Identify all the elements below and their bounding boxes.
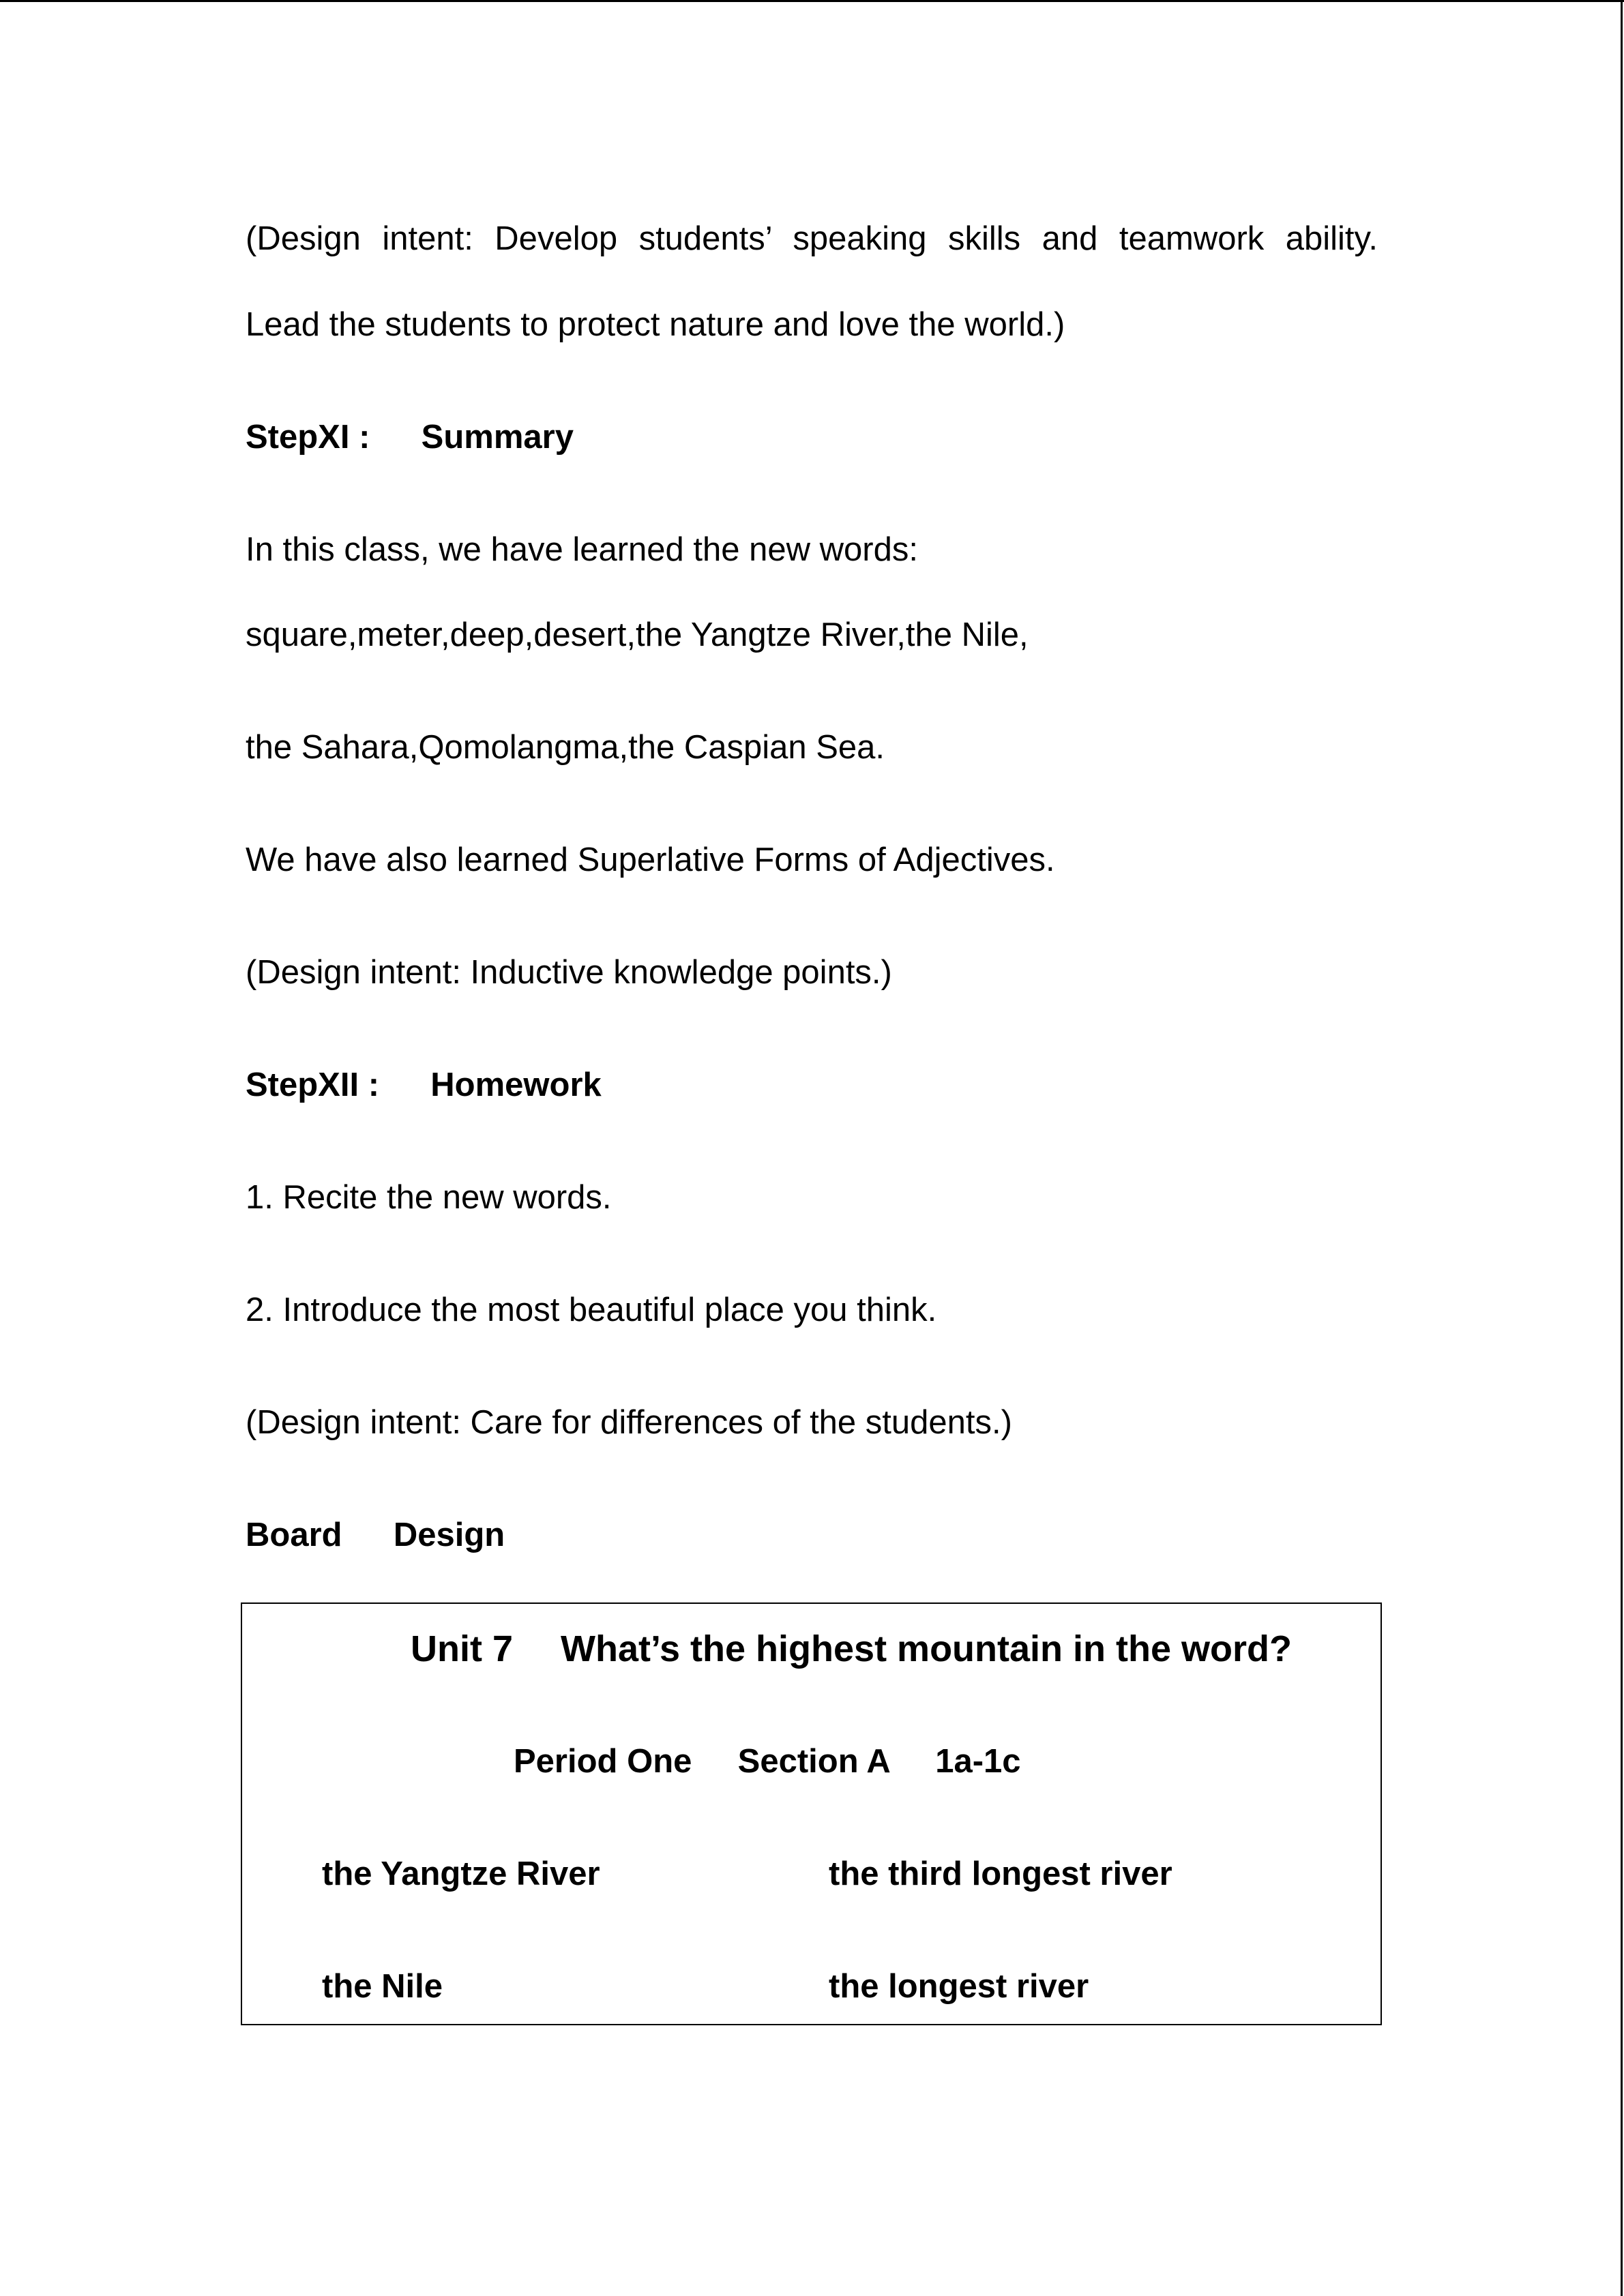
step-12-title: Homework (430, 1067, 602, 1103)
board-title-unit: Unit 7 (411, 1628, 514, 1669)
board-subtitle (514, 1741, 1021, 1782)
step-11-heading (246, 417, 574, 458)
step-12-heading (246, 1064, 602, 1105)
summary-line-1: In this class, we have learned the new words: (246, 531, 918, 568)
step-12-label: StepXII : (246, 1067, 380, 1103)
board-design-label-2: Design (393, 1517, 505, 1553)
board-row-1-left: the Yangtze River (322, 1855, 600, 1892)
board-design-box (241, 1602, 1382, 2025)
step-11-title: Summary (421, 419, 574, 456)
design-intent-line-1: (Design intent: Develop students’ speaking skills and teamwork ability. (246, 220, 1378, 257)
design-intent-summary: (Design intent: Inductive knowledge points.) (246, 954, 892, 991)
board-title-question: What’s the highest mountain in the word? (561, 1628, 1293, 1669)
board-design-heading (246, 1515, 505, 1555)
board-section: Section A (737, 1743, 889, 1780)
board-row-1-right: the third longest river (829, 1855, 1172, 1892)
summary-line-3: the Sahara,Qomolangma,the Caspian Sea. (246, 729, 885, 766)
summary-line-2: square,meter,deep,desert,the Yangtze River,the Nile, (246, 616, 1029, 653)
board-title (411, 1628, 1292, 1669)
board-range: 1a-1c (935, 1743, 1021, 1780)
page-border-top (0, 0, 1624, 2)
design-intent-homework: (Design intent: Care for differences of the students.) (246, 1404, 1012, 1441)
summary-line-4: We have also learned Superlative Forms of Adjectives. (246, 841, 1055, 878)
design-intent-line-2: Lead the students to protect nature and love the world.) (246, 306, 1065, 343)
step-11-label: StepXI : (246, 419, 370, 456)
homework-item-1: 1. Recite the new words. (246, 1179, 612, 1216)
homework-item-2: 2. Introduce the most beautiful place you think. (246, 1292, 937, 1328)
board-row-2-right: the longest river (829, 1968, 1089, 2005)
board-period: Period One (514, 1743, 692, 1780)
page-border-right (1621, 0, 1623, 2296)
board-row-2-left: the Nile (322, 1968, 443, 2005)
board-design-label-1: Board (246, 1517, 342, 1553)
